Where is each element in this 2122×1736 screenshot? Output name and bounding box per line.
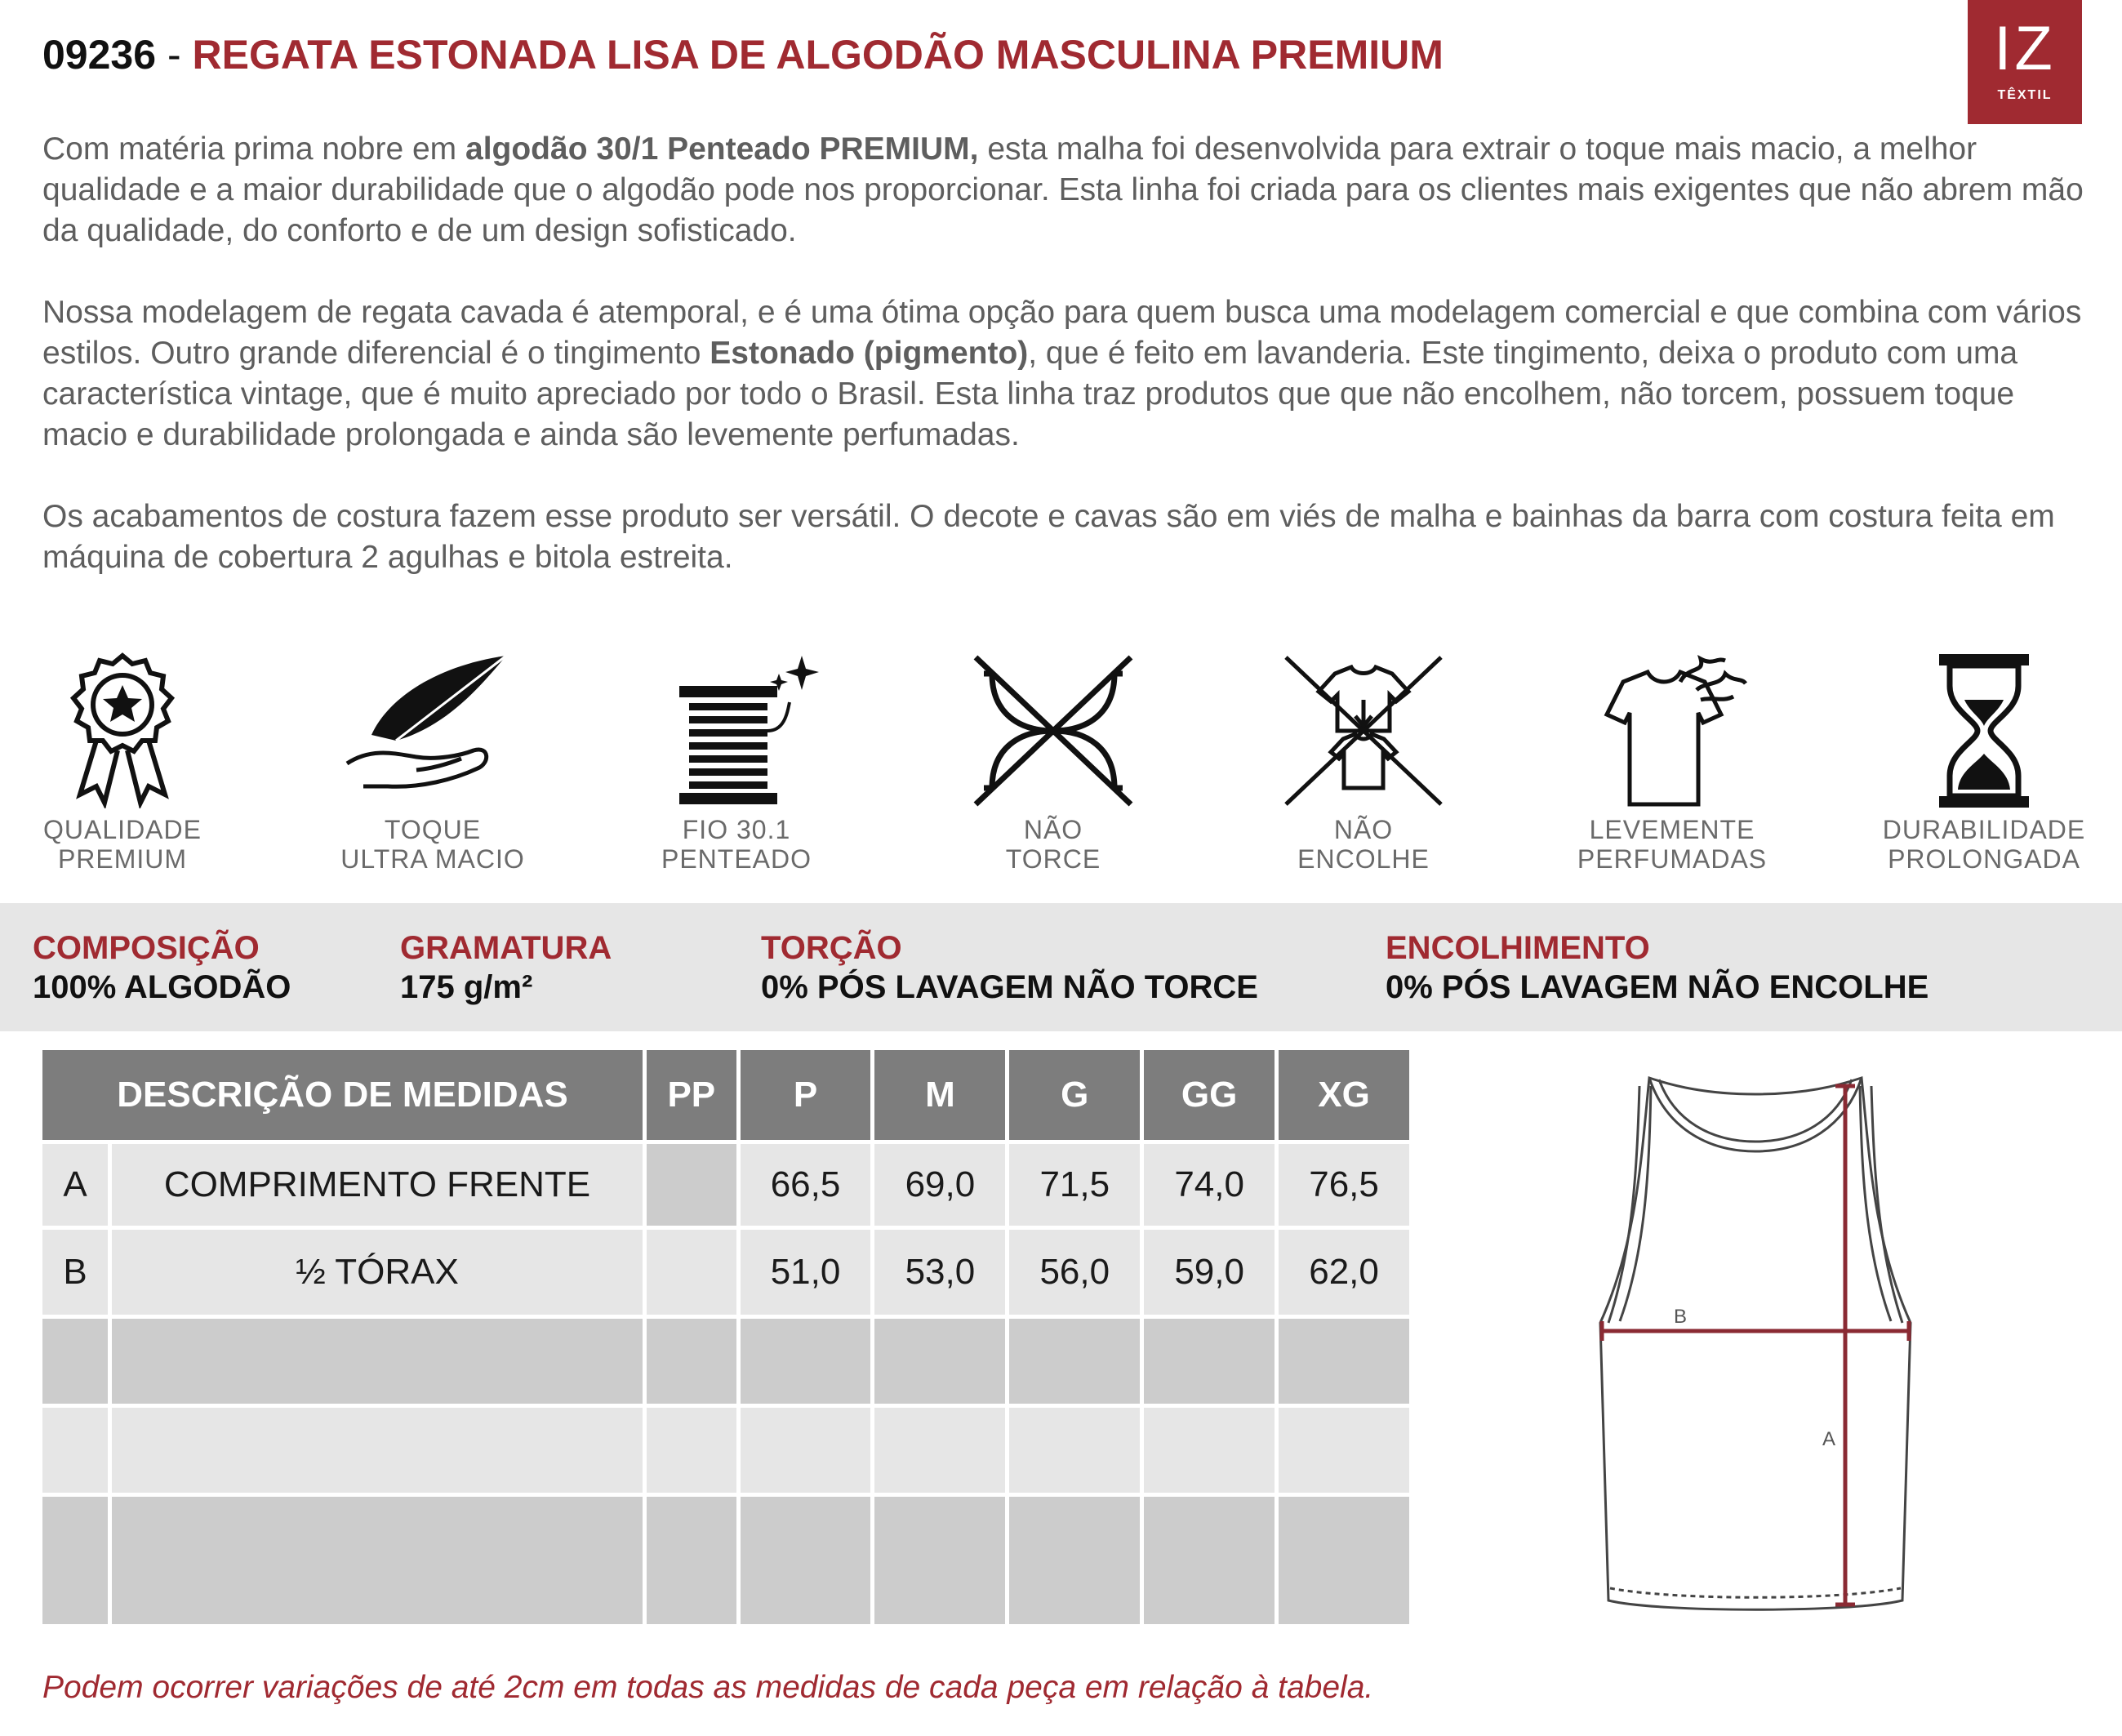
tank-top-drawing [1576,1062,1935,1625]
product-title [42,31,1444,78]
description-paragraph-2 [42,292,2084,456]
brand-logo [1968,0,2082,124]
empty-cell [874,1408,1005,1493]
table-row-empty [42,1408,1409,1493]
empty-cell [42,1497,108,1624]
column-header-gg: GG [1144,1050,1275,1140]
feather-hand-icon [339,649,527,808]
thread-spool-icon [647,649,826,808]
title-separator: - [167,32,181,78]
p1-text-b: esta malha foi desenvolvida para extrair o toque mais macio, a melhor qualidade e a maior durabilidade que o algodão pode nos proporcionar. Esta linha foi criada para os clientes mais exigentes que não abrem mão da qualidade, do conforto e de um design sofisticado. [42,131,2084,248]
row-description: COMPRIMENTO FRENTE [112,1144,643,1226]
feature-no-twist [931,649,1176,874]
p1-bold: algodão 30/1 Penteado PREMIUM, [465,131,979,167]
feature-label-line1: TOQUE [384,815,482,844]
description-paragraph-1 [42,129,2084,251]
column-header-xg: XG [1279,1050,1409,1140]
spec-label: COMPOSIÇÃO [33,930,260,966]
cell-gg: 59,0 [1144,1230,1275,1315]
measurements-table [38,1046,1413,1628]
empty-cell [1144,1319,1275,1404]
table-header-row [42,1050,1409,1140]
column-header-pp: PP [647,1050,736,1140]
feature-label-line1: FIO 30.1 [682,815,791,844]
measure-label-a: A [1822,1428,1836,1450]
cell-m: 53,0 [874,1230,1005,1315]
empty-cell [112,1319,643,1404]
spec-weight [400,929,612,1008]
empty-cell [1144,1497,1275,1624]
empty-cell [647,1497,736,1624]
logo-subtitle: TÊXTIL [1997,88,2053,102]
feature-label-line1: DURABILIDADE [1882,815,2086,844]
feature-label-line1: NÃO [1023,815,1083,844]
feature-label-line2: ENCOLHE [1297,844,1430,874]
cell-p: 66,5 [741,1144,871,1226]
table-row [42,1144,1409,1226]
cell-pp [647,1144,736,1226]
feature-label-line2: PERFUMADAS [1577,844,1768,874]
feature-durability [1862,649,2106,874]
empty-cell [741,1408,871,1493]
hourglass-icon [1894,649,2074,808]
empty-cell [647,1408,736,1493]
row-letter: B [42,1230,108,1315]
empty-cell [112,1408,643,1493]
column-header-g: G [1009,1050,1140,1140]
empty-cell [1009,1319,1140,1404]
p2-text-a: Nossa modelagem de regata cavada é atemporal, e é uma ótima opção para quem busca uma modelagem comercial e que combina com vários estilos. Outro grande diferencial é o tingimento [42,295,2082,371]
p1-text-a: Com matéria prima nobre em [42,131,466,167]
feature-thread [614,649,859,874]
cell-xg: 62,0 [1279,1230,1409,1315]
spec-band [0,903,2122,1031]
table-row-empty [42,1497,1409,1624]
spec-value: 100% ALGODÃO [33,969,291,1005]
product-code: 09236 [42,32,157,78]
measure-label-b: B [1674,1306,1688,1328]
p2-text-b: , que é feito em lavanderia. Este tingimento, deixa o produto com uma característica vintage, que é muito apreciado por todo o Brasil. Esta linha traz produtos que que não encolhem, não torcem, possuem toque macio e durabilidade prolongada e ainda são levemente perfumadas. [42,336,2018,452]
footer-note: Podem ocorrer variações de até 2cm em todas as medidas de cada peça em relação à tabela. [42,1670,1374,1705]
feature-soft-touch [310,649,555,874]
feature-label-line1: NÃO [1333,815,1394,844]
product-description [42,129,2084,619]
empty-cell [874,1319,1005,1404]
empty-cell [1144,1408,1275,1493]
description-paragraph-3: Os acabamentos de costura fazem esse produto ser versátil. O decote e cavas são em viés de malha e bainhas da barra com costura feita em máquina de cobertura 2 agulhas e bitola estreita. [42,499,2055,575]
feature-label-line2: PENTEADO [661,844,812,874]
no-shrink-icon [1274,649,1453,808]
empty-cell [647,1319,736,1404]
empty-cell [741,1319,871,1404]
empty-cell [874,1497,1005,1624]
empty-cell [42,1408,108,1493]
row-letter: A [42,1144,108,1226]
cell-p: 51,0 [741,1230,871,1315]
perfumed-shirt-icon [1582,649,1762,808]
cell-gg: 74,0 [1144,1144,1275,1226]
spec-label: TORÇÃO [761,930,902,966]
row-description: ½ TÓRAX [112,1230,643,1315]
column-header-m: M [874,1050,1005,1140]
empty-cell [1009,1497,1140,1624]
cell-xg: 76,5 [1279,1144,1409,1226]
empty-cell [112,1497,643,1624]
empty-cell [42,1319,108,1404]
product-name: REGATA ESTONADA LISA DE ALGODÃO MASCULINA PREMIUM [192,32,1444,78]
empty-cell [1009,1408,1140,1493]
feature-perfumed [1550,649,1795,874]
column-header-p: P [741,1050,871,1140]
cell-g: 71,5 [1009,1144,1140,1226]
spec-label: ENCOLHIMENTO [1386,930,1650,966]
spec-value: 0% PÓS LAVAGEM NÃO ENCOLHE [1386,969,1929,1005]
feature-label-line2: PREMIUM [57,844,188,874]
feature-label-line2: ULTRA MACIO [340,844,525,874]
feature-icons-row [0,649,2122,894]
table-row [42,1230,1409,1315]
cell-pp [647,1230,736,1315]
empty-cell [741,1497,871,1624]
spec-label: GRAMATURA [400,930,612,966]
quality-badge-icon [57,649,188,808]
column-header-description: DESCRIÇÃO DE MEDIDAS [42,1050,643,1140]
spec-shrinkage [1386,929,1928,1008]
feature-no-shrink [1241,649,1486,874]
logo-mark: IZ [1994,14,2056,83]
empty-cell [1279,1497,1409,1624]
spec-twist [761,929,1258,1008]
feature-label-line2: PROLONGADA [1888,844,2080,874]
spec-value: 175 g/m² [400,969,533,1005]
feature-label-line2: TORCE [1005,844,1101,874]
feature-quality [0,649,245,874]
p2-bold: Estonado (pigmento) [710,336,1029,371]
cell-g: 56,0 [1009,1230,1140,1315]
table-row-empty [42,1319,1409,1404]
feature-label-line1: QUALIDADE [43,815,202,844]
empty-cell [1279,1319,1409,1404]
empty-cell [1279,1408,1409,1493]
cell-m: 69,0 [874,1144,1005,1226]
no-twist-icon [963,649,1143,808]
spec-composition [33,929,291,1008]
spec-value: 0% PÓS LAVAGEM NÃO TORCE [761,969,1258,1005]
feature-label-line1: LEVEMENTE [1589,815,1755,844]
